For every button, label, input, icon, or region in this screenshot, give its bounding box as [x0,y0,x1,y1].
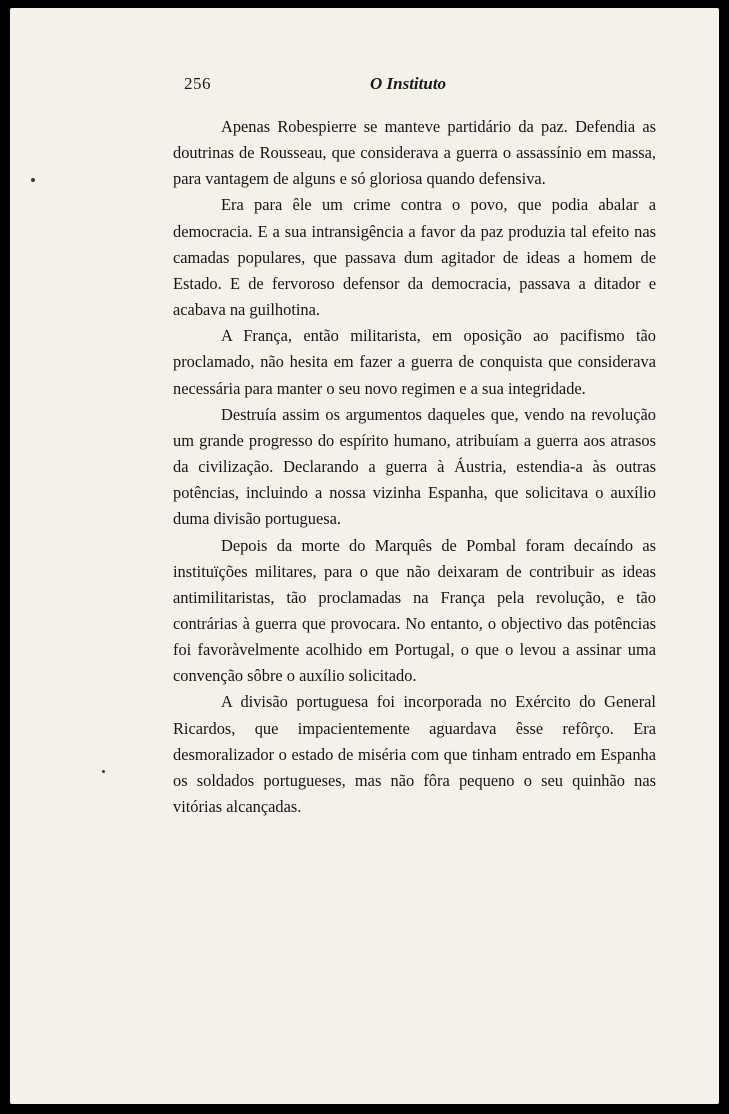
paragraph-destruia: Destruía assim os argumentos daqueles que, vendo na revolução um grande progresso do espírito humano, atribuíam a guerra aos atrasos da civilização. Declarando a guerra à Áustria, estendia-a às outras potências, incluindo a nossa vizinha Espanha, que solicitava o auxílio duma divisão portuguesa. [173,404,656,529]
running-title: O Instituto [370,74,447,93]
paragraph-democracia: Era para êle um crime contra o povo, que podia abalar a democracia. E a sua intransigência a favor da paz produzia tal efeito nas camadas populares, que passava dum agitador de ideas a homem de Estado. E de fervoroso defensor da democracia, passava a ditador e acabava na guilhotina. [173,195,656,320]
scan-speck [102,770,105,773]
paragraph-franca: A França, então militarista, em oposição ao pacifismo tão proclamado, não hesita em fazer a guerra de conquista que considerava necessária para manter o seu novo regimen e a sua integridade. [173,326,656,398]
paragraph-robespierre: Apenas Robespierre se manteve partidário da paz. Defendia as doutrinas de Rousseau, que considerava a guerra o assassínio em massa, para vantagem de alguns e só gloriosa quando defensiva. [173,117,656,189]
scan-speck [31,178,35,182]
body-text [173,114,656,820]
paragraph-divisao: A divisão portuguesa foi incorporada no Exército do General Ricardos, que impacientemente aguardava êsse refôrço. Era desmoralizador o estado de miséria com que tinham entrado em Espanha os soldados portugueses, mas não fôra pequeno o seu quinhão nas vitórias alcançadas. [173,692,656,817]
book-page [10,8,719,1104]
page-number: 256 [184,74,211,93]
running-header [173,66,656,94]
paragraph-pombal: Depois da morte do Marquês de Pombal foram decaíndo as instituïções militares, para o que não deixaram de contribuir as ideas antimilitaristas, tão proclamadas na França pela revolução, e tão contrárias à guerra que provocara. No entanto, o objectivo das potências foi favoràvelmente acolhido em Portugal, o que o levou a assinar uma convenção sôbre o auxílio solicitado. [173,535,656,686]
